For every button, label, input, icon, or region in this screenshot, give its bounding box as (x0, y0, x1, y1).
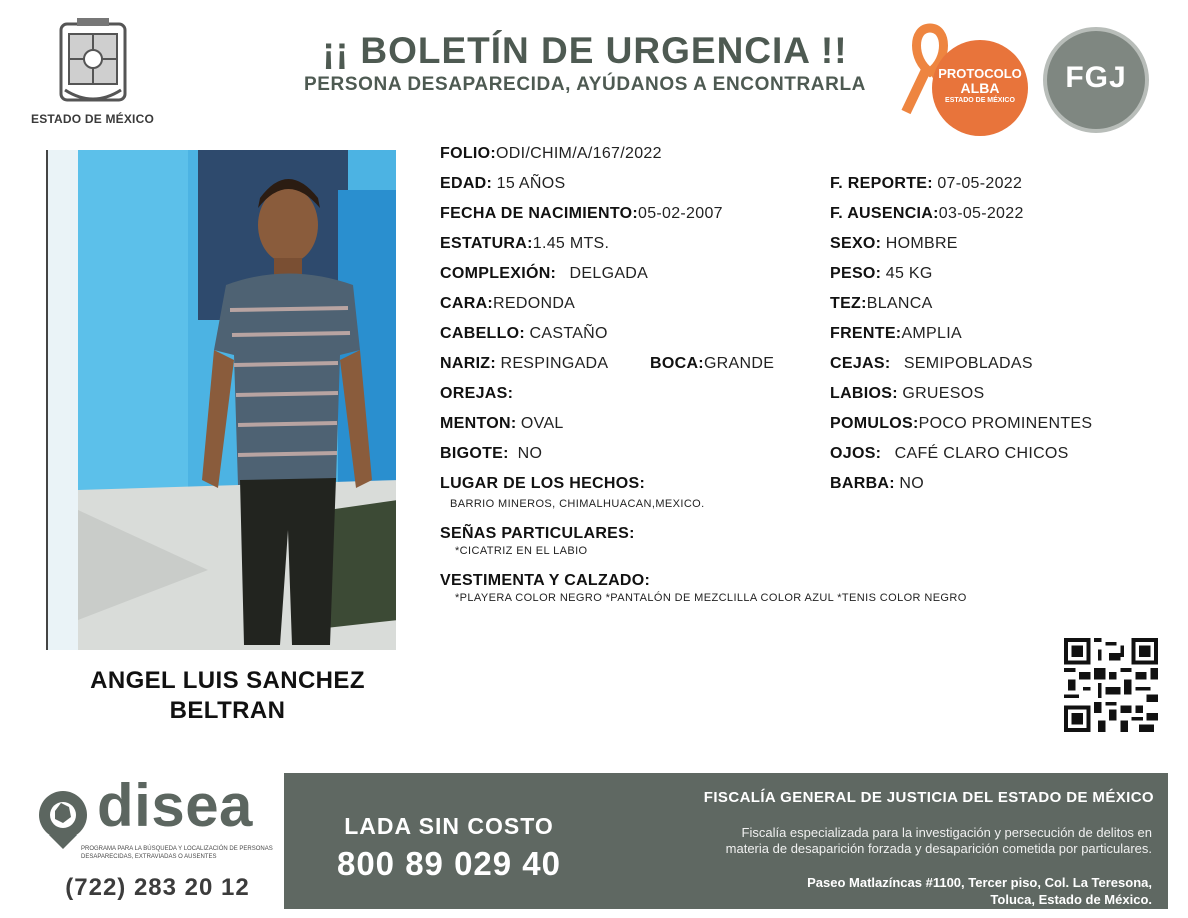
field-label: BIGOTE: (440, 445, 509, 462)
field-label: FECHA DE NACIMIENTO: (440, 205, 638, 222)
field-nariz (440, 354, 608, 374)
fgj-address (604, 874, 1152, 908)
fgj-desc-line1: Fiscalía especializada para la investigación y persecución de delitos en (741, 825, 1152, 840)
field-label: BARBA: (830, 475, 895, 492)
alba-line1: PROTOCOLO (938, 66, 1022, 81)
field-value: NO (899, 475, 924, 492)
lada-title: LADA SIN COSTO (344, 813, 554, 839)
protocolo-alba-logo (900, 20, 1030, 135)
field-value: 05-02-2007 (638, 205, 723, 222)
field-label: EDAD: (440, 175, 493, 192)
odisea-word: disea (97, 772, 253, 839)
field-value: 07-05-2022 (937, 175, 1023, 192)
field-value: CASTAÑO (529, 325, 608, 342)
qr-code-icon[interactable] (1064, 638, 1158, 732)
field-value: OVAL (520, 415, 564, 432)
field-peso (830, 264, 933, 284)
field-value: HOMBRE (885, 235, 958, 252)
field-vestimenta-value: *PLAYERA COLOR NEGRO *PANTALÓN DE MEZCLILLA COLOR AZUL *TENIS COLOR NEGRO (455, 592, 967, 604)
bulletin-subtitle: PERSONA DESAPARECIDA, AYÚDANOS A ENCONTRARLA (304, 74, 866, 95)
field-value: AMPLIA (901, 325, 962, 342)
footer-contact-bar (284, 773, 1168, 909)
field-label: VESTIMENTA Y CALZADO: (440, 572, 651, 589)
field-senas (440, 524, 635, 544)
odisea-pin-icon (35, 789, 91, 849)
field-label: CEJAS: (830, 355, 891, 372)
field-lugar-hechos (440, 474, 645, 494)
field-fecha-nacimiento (440, 204, 723, 224)
alba-line3: ESTADO DE MÉXICO (945, 97, 1015, 104)
state-logo (30, 18, 155, 126)
odisea-phone[interactable]: (722) 283 20 12 (65, 874, 250, 901)
field-label: POMULOS: (830, 415, 919, 432)
field-value: 03-05-2022 (938, 205, 1024, 222)
field-labios (830, 384, 984, 404)
fgj-title: FISCALÍA GENERAL DE JUSTICIA DEL ESTADO DE MÉXICO (703, 789, 1154, 806)
field-value: 1.45 MTS. (532, 235, 610, 252)
field-value: ODI/CHIM/A/167/2022 (496, 145, 662, 162)
field-label: MENTON: (440, 415, 517, 432)
field-label: PESO: (830, 265, 882, 282)
field-value: 45 KG (885, 265, 933, 282)
field-frente (830, 324, 962, 344)
field-label: CABELLO: (440, 325, 526, 342)
lada-phone-number[interactable]: 800 89 029 40 (336, 845, 562, 882)
alba-badge (932, 40, 1028, 136)
alba-line2: ALBA (960, 80, 1000, 96)
field-cara (440, 294, 575, 314)
field-value: 15 AÑOS (496, 175, 566, 192)
field-value: NO (517, 445, 543, 462)
field-estatura (440, 234, 609, 254)
field-bigote (440, 444, 542, 464)
state-name: ESTADO DE MÉXICO (31, 112, 154, 126)
fgj-logo-text: FGJ (1065, 61, 1127, 94)
field-label: F. REPORTE: (830, 175, 933, 192)
field-lugar-hechos-value: BARRIO MINEROS, CHIMALHUACAN,MEXICO. (450, 498, 705, 510)
field-label: COMPLEXIÓN: (440, 265, 557, 282)
field-value: GRUESOS (902, 385, 985, 402)
field-menton (440, 414, 564, 434)
field-cabello (440, 324, 608, 344)
odisea-logo (35, 772, 275, 875)
field-edad (440, 174, 565, 194)
person-name-line2: BELTRAN (169, 697, 286, 724)
field-vestimenta (440, 571, 650, 591)
field-label: NARIZ: (440, 355, 497, 372)
person-name (55, 666, 400, 726)
field-label: BOCA: (650, 355, 704, 372)
field-senas-value: *CICATRIZ EN EL LABIO (455, 545, 588, 557)
field-label: CARA: (440, 295, 494, 312)
field-boca (650, 354, 774, 374)
state-coat-of-arms-icon (53, 18, 133, 106)
field-label: FOLIO: (440, 145, 497, 162)
person-photo (46, 150, 396, 650)
fgj-addr-line2: Toluca, Estado de México. (990, 892, 1152, 907)
field-barba (830, 474, 924, 494)
field-value: BLANCA (866, 295, 933, 312)
field-value: DELGADA (569, 265, 649, 282)
field-value: RESPINGADA (500, 355, 609, 372)
field-label: OJOS: (830, 445, 882, 462)
field-f-reporte (830, 174, 1022, 194)
field-label: TEZ: (830, 295, 867, 312)
fgj-logo (1043, 27, 1149, 133)
fgj-addr-line1: Paseo Matlazíncas #1100, Tercer piso, Col. La Teresona, (807, 875, 1152, 890)
field-folio (440, 144, 662, 164)
fgj-desc-line2: materia de desaparición forzada y desaparición cometida por particulares. (725, 841, 1152, 856)
person-photo-image (48, 150, 396, 650)
field-value: POCO PROMINENTES (918, 415, 1093, 432)
field-label: OREJAS: (440, 385, 514, 402)
field-tez (830, 294, 933, 314)
field-label: FRENTE: (830, 325, 902, 342)
field-cejas (830, 354, 1033, 374)
field-label: LABIOS: (830, 385, 898, 402)
field-ojos (830, 444, 1069, 464)
field-f-ausencia (830, 204, 1024, 224)
person-name-line1: ANGEL LUIS SANCHEZ (90, 667, 365, 694)
odisea-description: PROGRAMA PARA LA BÚSQUEDA Y LOCALIZACIÓN DE PERSONAS DESAPARECIDAS, EXTRAVIADAS O AUSENTES (81, 846, 273, 860)
field-label: ESTATURA: (440, 235, 533, 252)
field-label: SEXO: (830, 235, 882, 252)
field-value: SEMIPOBLADAS (903, 355, 1033, 372)
bulletin-title: ¡¡ BOLETÍN DE URGENCIA !! (322, 30, 848, 71)
field-complexion (440, 264, 648, 284)
field-sexo (830, 234, 958, 254)
field-value: CAFÉ CLARO CHICOS (894, 445, 1069, 462)
field-value: GRANDE (703, 355, 775, 372)
fgj-description (604, 825, 1152, 857)
field-label: F. AUSENCIA: (830, 205, 939, 222)
field-label: LUGAR DE LOS HECHOS: (440, 475, 646, 492)
field-orejas (440, 384, 513, 404)
field-label: SEÑAS PARTICULARES: (440, 525, 635, 542)
field-value: REDONDA (493, 295, 576, 312)
field-pomulos (830, 414, 1092, 434)
